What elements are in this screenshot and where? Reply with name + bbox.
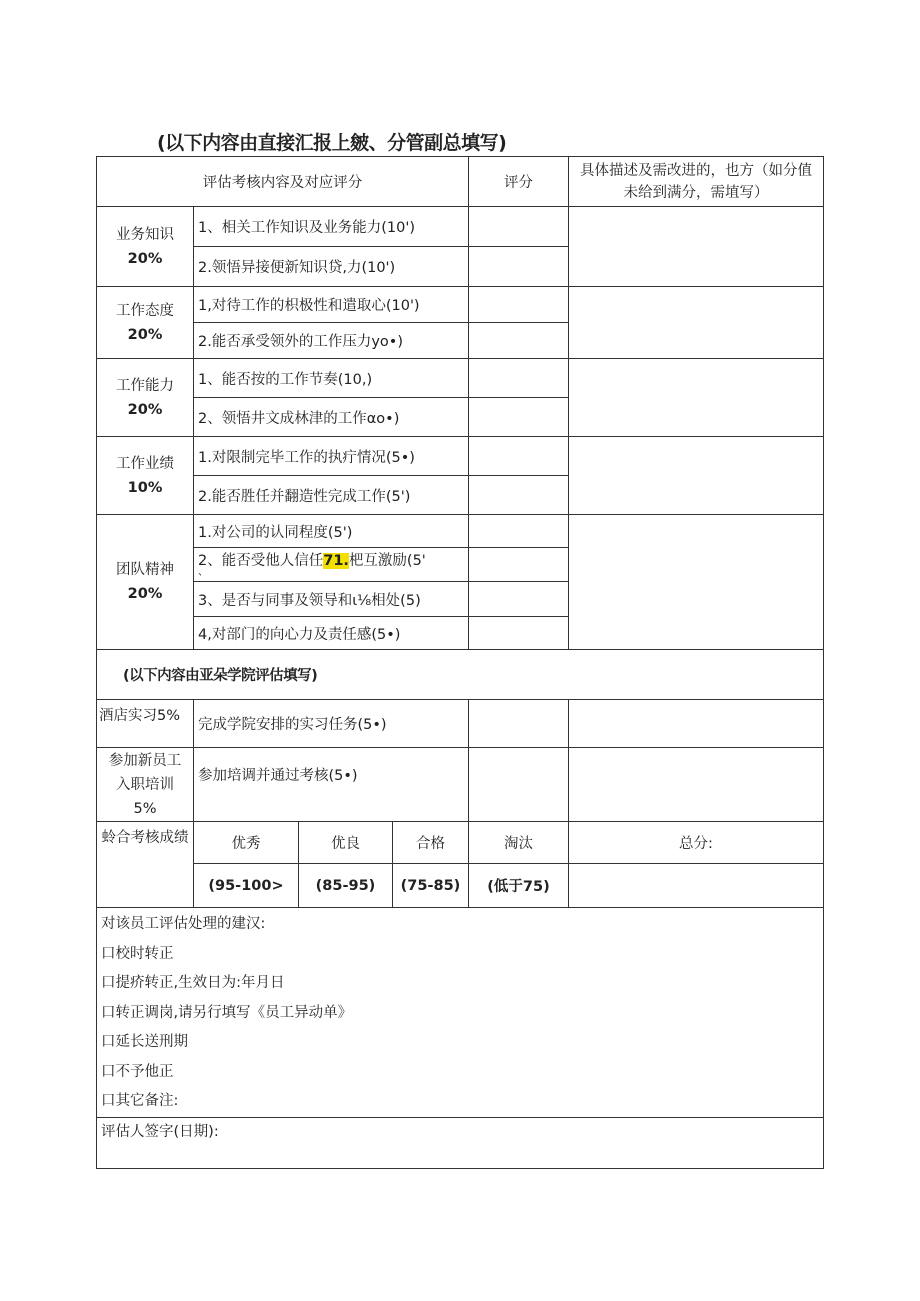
category-cell xyxy=(97,287,194,359)
criteria-item: 1.对限制完毕工作的执疔情况(5•) xyxy=(194,437,469,476)
grade-range[interactable]: (85-95) xyxy=(299,864,393,908)
option-confirm-early[interactable]: 口提疥转正,生效日为:年月日 xyxy=(101,975,285,991)
grade-range[interactable]: (低于75) xyxy=(469,864,569,908)
category-name: 业务知识 xyxy=(116,226,174,243)
category-name: 工作能力 xyxy=(116,377,174,394)
total-score-label: 总分: xyxy=(569,822,824,864)
academy-item-name: 酒店实习5% xyxy=(97,700,194,748)
score-input-cell[interactable] xyxy=(469,582,569,617)
table-row xyxy=(97,700,824,748)
signature-cell[interactable] xyxy=(97,1117,824,1168)
table-header-row xyxy=(97,157,824,207)
score-input-cell[interactable] xyxy=(469,207,569,247)
category-name: 工作态度 xyxy=(116,302,174,319)
option-confirm-on-time[interactable]: 口校时转正 xyxy=(101,945,174,962)
option-extend-probation[interactable]: 口延长送刑期 xyxy=(101,1034,188,1050)
table-row xyxy=(97,515,824,548)
grade-range-row xyxy=(97,864,824,908)
category-cell xyxy=(97,359,194,437)
suggestion-cell xyxy=(97,908,824,1118)
highlighted-text: 71. xyxy=(323,552,349,569)
description-input-cell[interactable] xyxy=(569,437,824,515)
criteria-item: 3、是否与同事及领导和ι⅛相处(5) xyxy=(194,582,469,617)
academy-item-name: 参加新员工入职培训5% xyxy=(97,748,194,822)
criteria-item: 4,对部门的向心力及责任感(5•) xyxy=(194,617,469,650)
score-input-cell[interactable] xyxy=(469,515,569,548)
score-input-cell[interactable] xyxy=(469,323,569,359)
category-name: 工作业绩 xyxy=(116,455,174,472)
grade-label: 合格 xyxy=(393,822,469,864)
table-row xyxy=(97,287,824,323)
score-input-cell[interactable] xyxy=(469,748,569,822)
criteria-item: 2.领悟异接便新知识贷,力(10') xyxy=(194,247,469,287)
table-row xyxy=(97,207,824,247)
criteria-item: 1.对公司的认同程度(5') xyxy=(194,515,469,548)
option-other-remark[interactable]: 口其它备注: xyxy=(101,1093,179,1109)
score-input-cell[interactable] xyxy=(469,398,569,437)
suggestion-row xyxy=(97,908,824,1118)
description-input-cell[interactable] xyxy=(569,287,824,359)
suggestion-title: 对该员工评估处理的建汉: xyxy=(101,916,266,932)
signature-label: 评估人签字(日期): xyxy=(101,1123,219,1140)
option-not-confirm[interactable]: 口不予他正 xyxy=(101,1063,174,1080)
signature-row xyxy=(97,1117,824,1168)
overall-label: 蛉合考核成绩 xyxy=(97,822,194,908)
evaluation-form-table xyxy=(96,156,824,1169)
overflow-mark: 、 xyxy=(198,566,208,578)
category-name: 团队精神 xyxy=(116,562,174,578)
criteria-item: 1、能否按的工作节奏(10,) xyxy=(194,359,469,398)
header-score: 评分 xyxy=(469,157,569,207)
header-description: 具体描述及需改进的，也方（如分值未给到满分，需埴写） xyxy=(569,157,824,207)
academy-item-criteria: 完成学院安排的实习任务(5•) xyxy=(194,700,469,748)
criteria-text: 2、能否受他人信任 xyxy=(198,552,324,569)
criteria-item xyxy=(194,548,469,582)
score-input-cell[interactable] xyxy=(469,476,569,515)
category-weight: 20% xyxy=(127,250,163,267)
grade-label: 淘汰 xyxy=(469,822,569,864)
category-weight: 10% xyxy=(127,479,163,496)
description-input-cell[interactable] xyxy=(569,748,824,822)
grade-label: 优秀 xyxy=(194,822,299,864)
grade-range[interactable]: (95-100> xyxy=(194,864,299,908)
grade-label: 优良 xyxy=(299,822,393,864)
description-input-cell[interactable] xyxy=(569,515,824,650)
criteria-item: 1、相关工作知识及业务能力(10') xyxy=(194,207,469,247)
table-row xyxy=(97,748,824,822)
table-row xyxy=(97,359,824,398)
category-cell xyxy=(97,437,194,515)
category-cell xyxy=(97,207,194,287)
grade-range[interactable]: (75-85) xyxy=(393,864,469,908)
category-cell xyxy=(97,515,194,650)
option-transfer[interactable]: 口转正调岗,请另行填写《员工异动单》 xyxy=(101,1004,353,1021)
total-score-input[interactable] xyxy=(569,864,824,908)
score-input-cell[interactable] xyxy=(469,700,569,748)
category-weight: 20% xyxy=(127,401,163,418)
category-weight: 20% xyxy=(127,326,163,343)
score-input-cell[interactable] xyxy=(469,617,569,650)
score-input-cell[interactable] xyxy=(469,359,569,398)
score-input-cell[interactable] xyxy=(469,287,569,323)
description-input-cell[interactable] xyxy=(569,207,824,287)
score-input-cell[interactable] xyxy=(469,548,569,582)
score-input-cell[interactable] xyxy=(469,247,569,287)
table-row xyxy=(97,437,824,476)
header-content: 评估考核内容及对应评分 xyxy=(97,157,469,207)
section-title-academy: (以下内容由亚朵学院评估填写) xyxy=(97,650,824,700)
table-row xyxy=(97,650,824,700)
criteria-item: 2.能否承受领外的工作压力yo•) xyxy=(194,323,469,359)
criteria-item: 1,对待工作的枳极性和遣取心(10') xyxy=(194,287,469,323)
criteria-text-end: 杷互激励(5' xyxy=(348,552,426,569)
criteria-item: 2、领悟井文成林津的工作αo•) xyxy=(194,398,469,437)
section-title-supervisor: (以下内容由直接汇报上皴、分管副总填写) xyxy=(157,132,507,154)
description-input-cell[interactable] xyxy=(569,359,824,437)
category-weight: 20% xyxy=(127,586,163,602)
academy-item-criteria: 参加培调并通过考核(5•) xyxy=(194,748,469,822)
criteria-item: 2.能否胜任并翻造性完成工作(5') xyxy=(194,476,469,515)
description-input-cell[interactable] xyxy=(569,700,824,748)
grade-label-row xyxy=(97,822,824,864)
score-input-cell[interactable] xyxy=(469,437,569,476)
